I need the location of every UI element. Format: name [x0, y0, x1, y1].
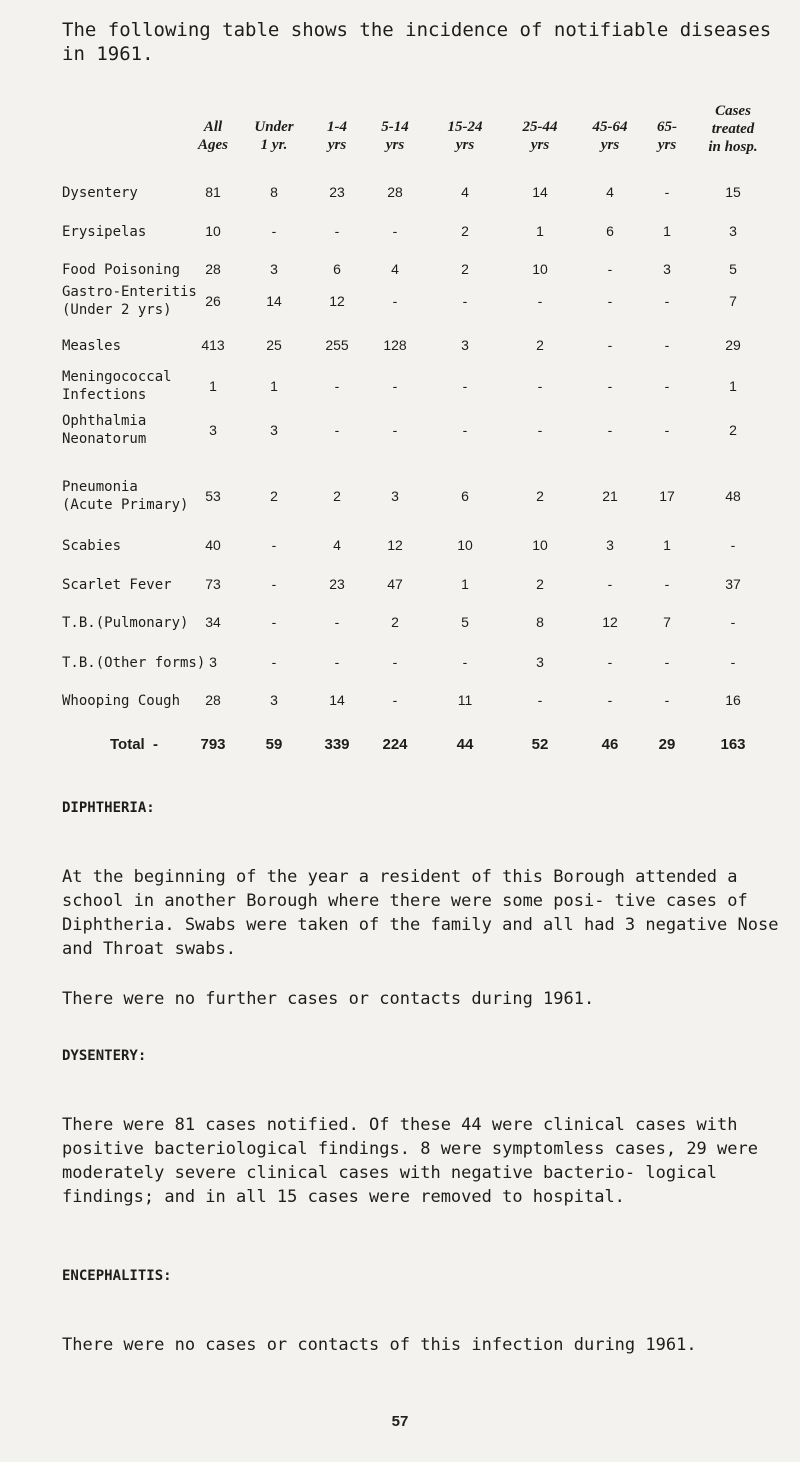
column-header-8: Cases treated in hosp.: [708, 103, 758, 155]
row-label: T.B.(Other forms): [62, 655, 206, 671]
table-cell: -: [607, 422, 613, 438]
table-cell: -: [730, 654, 736, 670]
table-cell: 2: [333, 488, 341, 504]
table-cell: -: [462, 422, 468, 438]
table-cell: -: [664, 576, 670, 592]
table-cell: 29: [725, 337, 741, 353]
table-cell: 10: [457, 537, 473, 553]
table-cell: 3: [536, 654, 544, 670]
table-cell: 6: [333, 261, 341, 277]
row-label: Measles: [62, 338, 122, 354]
table-cell: 7: [729, 293, 737, 309]
table-cell: 3: [209, 654, 217, 670]
table-cell: 28: [205, 261, 221, 277]
page-number: 57: [391, 1413, 409, 1430]
table-cell: -: [730, 537, 736, 553]
table-cell: 3: [663, 261, 671, 277]
section-heading-encephalitis: ENCEPHALITIS:: [62, 1268, 172, 1284]
table-cell: 3: [209, 422, 217, 438]
table-cell: -: [392, 293, 398, 309]
row-label: T.B.(Pulmonary): [62, 615, 189, 631]
diphtheria-paragraph-1: At the beginning of the year a resident of this Borough attended a school in another Borough where there were some posi- tive cases of Diphtheria. Swabs were taken of the family and all had 3 negative Nose and Throat swabs.: [62, 867, 779, 959]
total-label: Total -: [110, 736, 159, 753]
dysentery-paragraph: There were 81 cases notified. Of these 44 were clinical cases with positive bacteriological findings. 8 were symptomless cases, 29 were moderately severe clinical cases with negative bacterio- logical findings; and in all 15 cases were removed to hospital.: [62, 1115, 758, 1207]
table-cell: 23: [329, 576, 345, 592]
table-cell: 3: [270, 422, 278, 438]
table-cell: -: [392, 654, 398, 670]
table-cell: -: [271, 654, 277, 670]
table-cell: 10: [532, 537, 548, 553]
table-cell: -: [271, 576, 277, 592]
table-cell: 2: [536, 576, 544, 592]
table-cell: -: [607, 261, 613, 277]
column-header-1: Under 1 yr.: [254, 119, 294, 153]
table-cell: 28: [387, 184, 403, 200]
table-cell: 3: [270, 261, 278, 277]
table-cell: 413: [201, 337, 225, 353]
diphtheria-paragraph-2: There were no further cases or contacts during 1961.: [62, 989, 595, 1009]
table-cell: 2: [536, 488, 544, 504]
table-cell: -: [607, 654, 613, 670]
column-header-0: All Ages: [198, 119, 228, 153]
table-cell: 21: [602, 488, 618, 504]
table-cell: 53: [205, 488, 221, 504]
table-cell: 3: [270, 692, 278, 708]
column-header-5: 25-44 yrs: [522, 119, 558, 153]
table-cell: -: [392, 378, 398, 394]
table-cell: 12: [329, 293, 345, 309]
table-cell: -: [664, 692, 670, 708]
table-cell: 1: [663, 223, 671, 239]
table-cell: 4: [461, 184, 469, 200]
table-cell: 6: [461, 488, 469, 504]
table-cell: 26: [205, 293, 221, 309]
table-cell: -: [462, 378, 468, 394]
table-cell: -: [664, 337, 670, 353]
table-cell: 2: [461, 261, 469, 277]
total-cell: 46: [601, 736, 619, 753]
table-cell: -: [537, 293, 543, 309]
table-cell: -: [607, 576, 613, 592]
table-cell: 6: [606, 223, 614, 239]
table-cell: -: [392, 223, 398, 239]
table-cell: 10: [205, 223, 221, 239]
table-cell: 73: [205, 576, 221, 592]
intro-text: The following table shows the incidence of notifiable diseases in 1961.: [62, 19, 772, 65]
table-cell: 7: [663, 614, 671, 630]
table-cell: 1: [209, 378, 217, 394]
table-cell: 128: [383, 337, 407, 353]
column-header-3: 5-14 yrs: [381, 119, 409, 153]
column-header-7: 65- yrs: [657, 119, 677, 153]
table-cell: 3: [729, 223, 737, 239]
table-cell: 1: [729, 378, 737, 394]
table-cell: 4: [333, 537, 341, 553]
table-cell: -: [537, 378, 543, 394]
total-cell: 52: [531, 736, 549, 753]
table-cell: 37: [725, 576, 741, 592]
table-cell: 3: [391, 488, 399, 504]
table-cell: -: [607, 337, 613, 353]
table-cell: 14: [532, 184, 548, 200]
row-label: Erysipelas: [62, 224, 147, 240]
total-cell: 59: [265, 736, 283, 753]
table-cell: -: [334, 378, 340, 394]
table-cell: 15: [725, 184, 741, 200]
table-cell: 2: [461, 223, 469, 239]
table-cell: 10: [532, 261, 548, 277]
table-cell: 4: [606, 184, 614, 200]
row-label: Food Poisoning: [62, 262, 181, 278]
column-header-4: 15-24 yrs: [447, 119, 483, 153]
table-cell: -: [607, 378, 613, 394]
column-header-2: 1-4 yrs: [327, 119, 347, 153]
table-cell: 28: [205, 692, 221, 708]
table-cell: -: [334, 614, 340, 630]
table-cell: -: [664, 293, 670, 309]
table-cell: -: [334, 422, 340, 438]
table-cell: -: [664, 378, 670, 394]
table-cell: -: [664, 654, 670, 670]
table-cell: 1: [461, 576, 469, 592]
table-cell: 2: [391, 614, 399, 630]
table-cell: 2: [536, 337, 544, 353]
table-cell: 11: [457, 692, 473, 708]
section-heading-diphtheria: DIPHTHERIA:: [62, 800, 155, 816]
table-cell: 1: [270, 378, 278, 394]
row-label: Pneumonia (Acute Primary): [62, 479, 189, 513]
table-cell: -: [271, 537, 277, 553]
column-header-6: 45-64 yrs: [592, 119, 628, 153]
table-cell: 17: [659, 488, 675, 504]
table-cell: -: [271, 223, 277, 239]
table-cell: 12: [602, 614, 618, 630]
row-label: Dysentery: [62, 185, 138, 201]
table-cell: 14: [329, 692, 345, 708]
table-cell: -: [334, 223, 340, 239]
table-cell: 25: [266, 337, 282, 353]
table-cell: 5: [461, 614, 469, 630]
row-label: Gastro-Enteritis (Under 2 yrs): [62, 284, 197, 318]
table-cell: -: [462, 293, 468, 309]
table-cell: 81: [205, 184, 221, 200]
table-cell: -: [392, 422, 398, 438]
table-cell: -: [462, 654, 468, 670]
row-label: Scarlet Fever: [62, 577, 172, 593]
table-cell: 1: [536, 223, 544, 239]
table-cell: 3: [606, 537, 614, 553]
table-cell: 255: [325, 337, 349, 353]
table-cell: -: [607, 692, 613, 708]
table-cell: -: [730, 614, 736, 630]
row-label: Scabies: [62, 538, 122, 554]
total-cell: 29: [658, 736, 676, 753]
total-cell: 224: [382, 736, 408, 753]
table-cell: 16: [725, 692, 741, 708]
table-cell: -: [334, 654, 340, 670]
total-cell: 339: [324, 736, 350, 753]
table-cell: 5: [729, 261, 737, 277]
table-cell: -: [271, 614, 277, 630]
table-cell: 40: [205, 537, 221, 553]
table-cell: 23: [329, 184, 345, 200]
row-label: Ophthalmia Neonatorum: [62, 413, 147, 447]
table-cell: 8: [536, 614, 544, 630]
total-cell: 44: [456, 736, 474, 753]
table-cell: -: [664, 184, 670, 200]
row-label: Whooping Cough: [62, 693, 181, 709]
total-cell: 793: [200, 736, 226, 753]
encephalitis-paragraph: There were no cases or contacts of this infection during 1961.: [62, 1335, 697, 1355]
table-cell: -: [537, 692, 543, 708]
table-cell: -: [392, 692, 398, 708]
table-cell: 4: [391, 261, 399, 277]
table-cell: 2: [270, 488, 278, 504]
table-cell: 1: [663, 537, 671, 553]
table-cell: 48: [725, 488, 741, 504]
table-cell: 14: [266, 293, 282, 309]
table-cell: 2: [729, 422, 737, 438]
row-label: Meningococcal Infections: [62, 369, 172, 403]
section-heading-dysentery: DYSENTERY:: [62, 1048, 147, 1064]
table-cell: 34: [205, 614, 221, 630]
table-cell: -: [664, 422, 670, 438]
table-cell: 8: [270, 184, 278, 200]
table-cell: 12: [387, 537, 403, 553]
table-cell: 3: [461, 337, 469, 353]
table-cell: -: [537, 422, 543, 438]
table-cell: 47: [387, 576, 403, 592]
total-cell: 163: [720, 736, 746, 753]
table-cell: -: [607, 293, 613, 309]
